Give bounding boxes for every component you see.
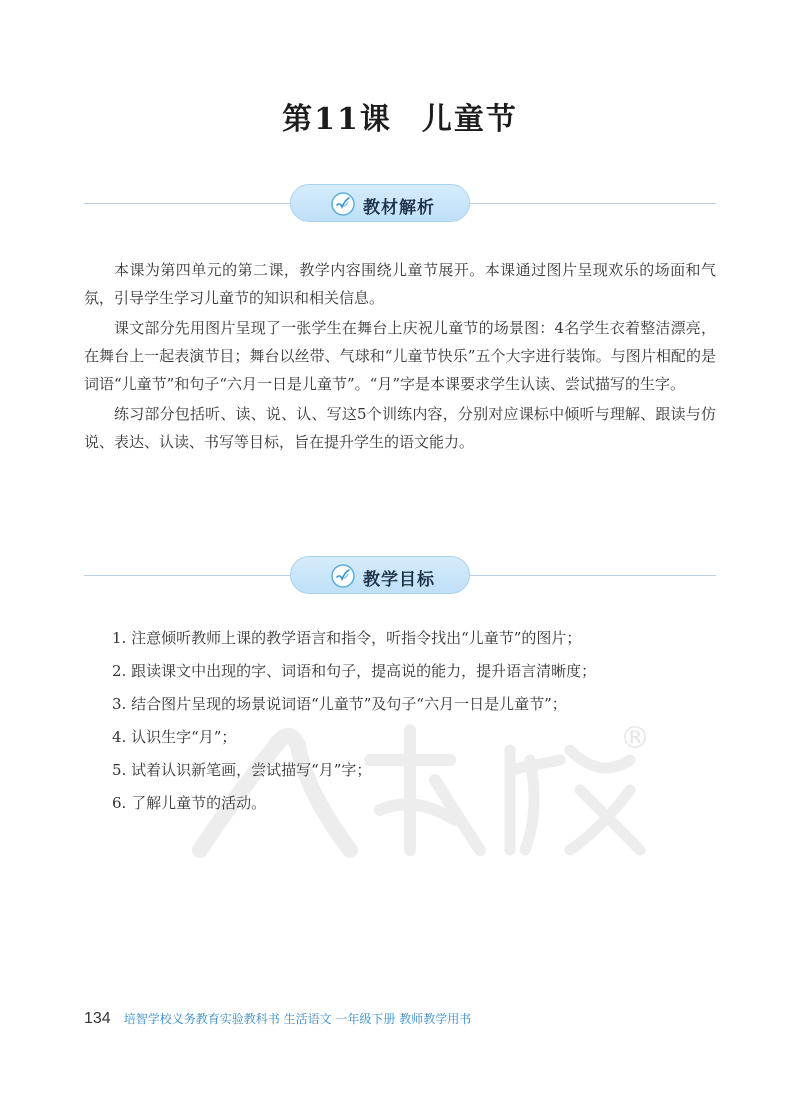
paragraph: 本课为第四单元的第二课，教学内容围绕儿童节展开。本课通过图片呈现欢乐的场面和气氛，引导学生学习儿童节的知识和相关信息。 [84, 261, 716, 307]
leaf-check-icon [331, 564, 355, 588]
registered-mark: ® [620, 721, 650, 756]
section-badge [290, 556, 470, 594]
analysis-text [84, 256, 716, 458]
lesson-title [0, 94, 800, 138]
page-number: 134 [84, 1010, 111, 1027]
section-badge [290, 184, 470, 222]
list-item: 4. 认识生字“月”； [112, 728, 237, 746]
list-item: 2. 跟读课文中出现的字、词语和句子，提高说的能力，提升语言清晰度； [112, 662, 597, 680]
objectives-list [112, 622, 712, 820]
list-item: 5. 试着认识新笔画，尝试描写“月”字； [112, 761, 372, 779]
lesson-number: 第11课 [282, 102, 392, 137]
book-title: 培智学校义务教育实验教科书 生活语文 一年级下册 教师教学用书 [123, 1012, 472, 1026]
section-title: 教材解析 [363, 198, 435, 218]
paragraph: 练习部分包括听、读、说、认、写这5个训练内容，分别对应课标中倾听与理解、跟读与仿说、表达、认读、书写等目标，旨在提升学生的语文能力。 [84, 405, 716, 451]
list-item: 6. 了解儿童节的活动。 [112, 794, 267, 812]
list-item: 3. 结合图片呈现的场景说词语“儿童节”及句子“六月一日是儿童节”； [112, 695, 567, 713]
list-item: 1. 注意倾听教师上课的教学语言和指令，听指令找出“儿童节”的图片； [112, 629, 582, 647]
lesson-name: 儿童节 [421, 102, 518, 137]
section-header-objectives [84, 556, 716, 596]
paragraph: 课文部分先用图片呈现了一张学生在舞台上庆祝儿童节的场景图：4名学生衣着整洁漂亮，在舞台上一起表演节目；舞台以丝带、气球和“儿童节快乐”五个大字进行装饰。与图片相配的是词语“儿童节”和句子“六月一日是儿童节”。“月”字是本课要求学生认读、尝试描写的生字。 [84, 319, 716, 393]
page-footer [84, 1008, 471, 1028]
section-header-analysis [84, 184, 716, 224]
section-title: 教学目标 [363, 570, 435, 590]
leaf-check-icon [331, 192, 355, 216]
